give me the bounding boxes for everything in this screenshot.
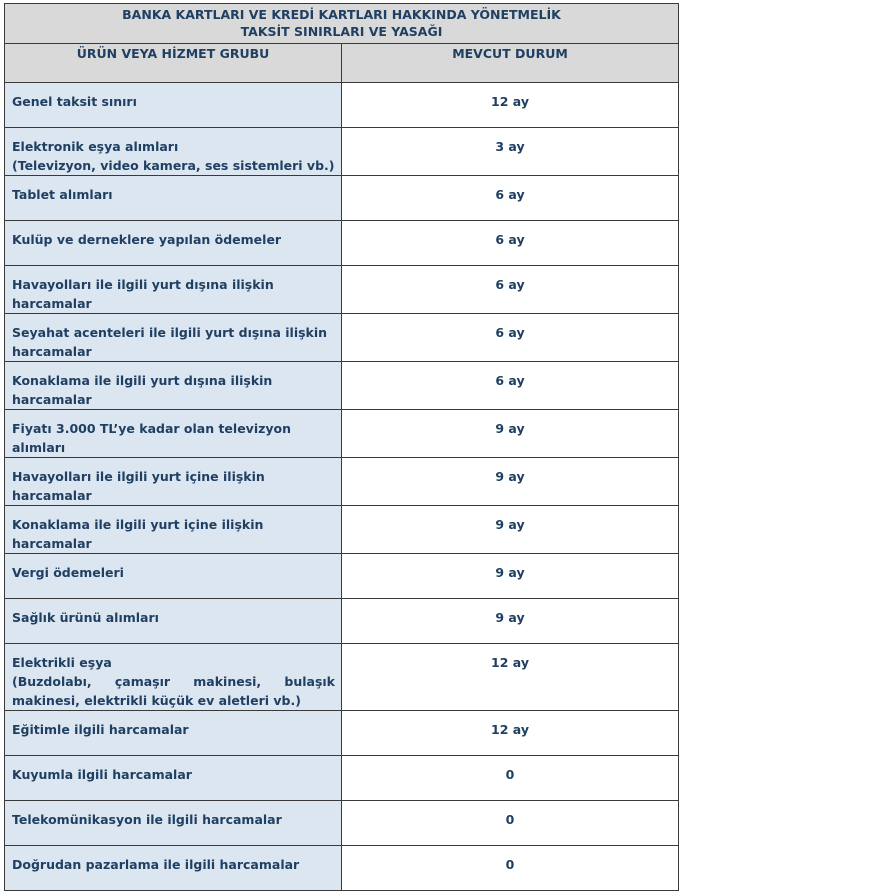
table-row: [5, 221, 679, 266]
table-row: [5, 599, 679, 644]
row-status: 9 ay: [342, 554, 679, 599]
row-status: 6 ay: [342, 266, 679, 314]
column-header-product: ÜRÜN VEYA HİZMET GRUBU: [5, 44, 342, 83]
row-item: Konaklama ile ilgili yurt dışına ilişkin harcamalar: [5, 362, 342, 410]
title-row: [5, 4, 679, 44]
row-item: Seyahat acenteleri ile ilgili yurt dışına ilişkin harcamalar: [5, 314, 342, 362]
row-item: Kulüp ve derneklere yapılan ödemeler: [5, 221, 342, 266]
row-item: Sağlık ürünü alımları: [5, 599, 342, 644]
table-row: [5, 83, 679, 128]
column-header-status: MEVCUT DURUM: [342, 44, 679, 83]
table-title: [5, 4, 679, 44]
header-row: [5, 44, 679, 83]
installment-limits-table: [4, 3, 679, 891]
table-row: [5, 756, 679, 801]
row-status: 3 ay: [342, 128, 679, 176]
row-status: 12 ay: [342, 644, 679, 711]
row-item: Doğrudan pazarlama ile ilgili harcamalar: [5, 846, 342, 891]
row-item: Genel taksit sınırı: [5, 83, 342, 128]
table-row: [5, 801, 679, 846]
table-row: [5, 266, 679, 314]
table-row: [5, 314, 679, 362]
table-row: [5, 506, 679, 554]
table-row: [5, 554, 679, 599]
table-row: [5, 644, 679, 711]
row-status: 6 ay: [342, 362, 679, 410]
row-item: Tablet alımları: [5, 176, 342, 221]
row-item: Havayolları ile ilgili yurt içine ilişkin harcamalar: [5, 458, 342, 506]
row-item-note: (Buzdolabı, çamaşır makinesi, bulaşık makinesi, elektrikli küçük ev aletleri vb.): [12, 674, 335, 708]
row-status: 9 ay: [342, 506, 679, 554]
row-status: 6 ay: [342, 221, 679, 266]
title-line-2: TAKSİT SINIRLARI VE YASAĞI: [240, 24, 443, 39]
row-item: Fiyatı 3.000 TL’ye kadar olan televizyon alımları: [5, 410, 342, 458]
row-item-note: (Televizyon, video kamera, ses sistemleri vb.): [12, 158, 335, 173]
row-item: Telekomünikasyon ile ilgili harcamalar: [5, 801, 342, 846]
table-row: [5, 128, 679, 176]
row-status: 9 ay: [342, 410, 679, 458]
row-status: 6 ay: [342, 176, 679, 221]
table-row: [5, 176, 679, 221]
row-status: 0: [342, 846, 679, 891]
table-row: [5, 362, 679, 410]
row-item: Elektrikli eşya: [12, 655, 112, 670]
title-line-1: BANKA KARTLARI VE KREDİ KARTLARI HAKKINDA YÖNETMELİK: [122, 7, 561, 22]
table-row: [5, 711, 679, 756]
table-row: [5, 846, 679, 891]
table-row: [5, 458, 679, 506]
row-item-cell: [5, 644, 342, 711]
row-status: 9 ay: [342, 599, 679, 644]
row-item: Eğitimle ilgili harcamalar: [5, 711, 342, 756]
row-item: Vergi ödemeleri: [5, 554, 342, 599]
row-status: 12 ay: [342, 711, 679, 756]
row-status: 0: [342, 756, 679, 801]
table-row: [5, 410, 679, 458]
row-status: 9 ay: [342, 458, 679, 506]
row-item: Elektronik eşya alımları: [12, 139, 179, 154]
row-status: 6 ay: [342, 314, 679, 362]
row-status: 12 ay: [342, 83, 679, 128]
row-status: 0: [342, 801, 679, 846]
row-item-cell: [5, 128, 342, 176]
row-item: Havayolları ile ilgili yurt dışına ilişkin harcamalar: [5, 266, 342, 314]
row-item: Konaklama ile ilgili yurt içine ilişkin harcamalar: [5, 506, 342, 554]
row-item: Kuyumla ilgili harcamalar: [5, 756, 342, 801]
